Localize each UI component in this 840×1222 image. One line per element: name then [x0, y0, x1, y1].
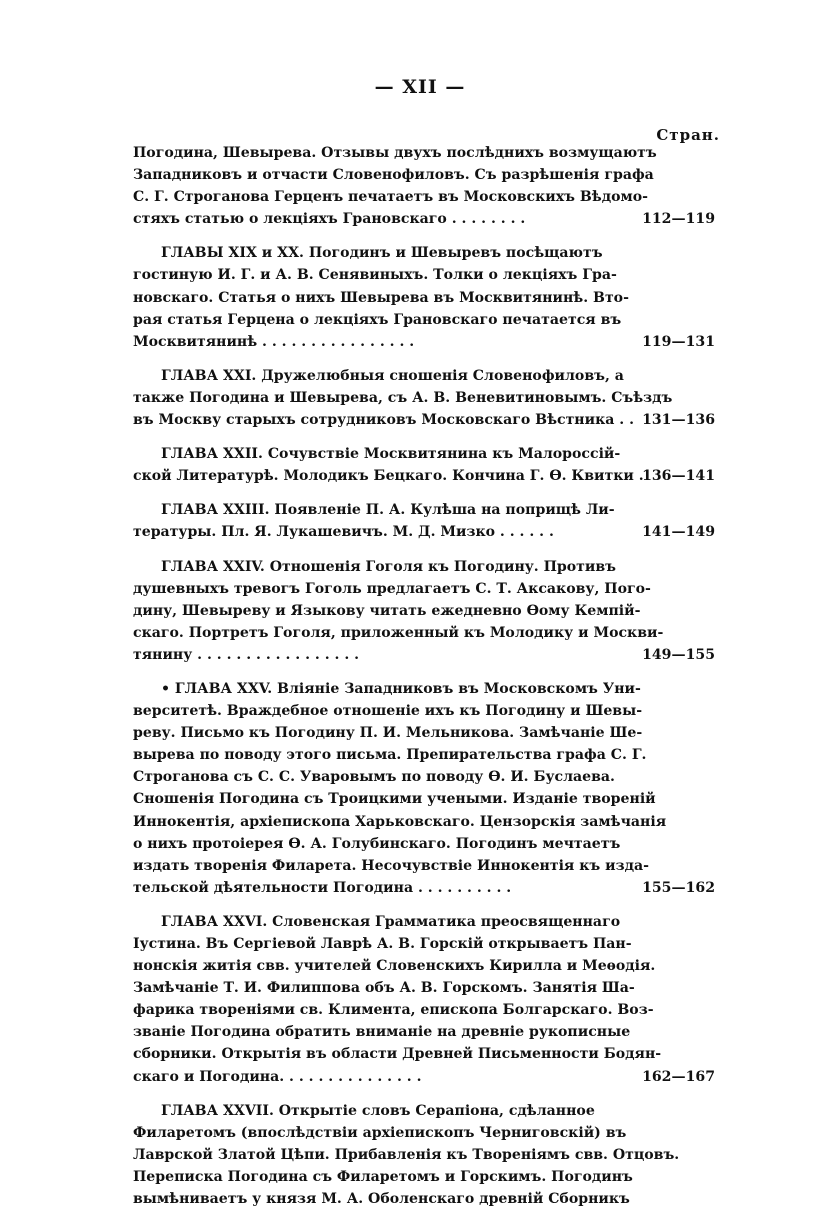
toc-line: также Погодина и Шевырева, съ А. В. Веневитиновымъ. Съѣздъ — [133, 389, 673, 406]
pages-column-label: Стран. — [656, 126, 720, 144]
toc-page-range: 149—155 — [642, 646, 715, 663]
toc-page-range: 119—131 — [642, 333, 715, 350]
toc-line: скаго и Погодина. . . . . . . . . . . . . . . — [133, 1068, 422, 1085]
toc-line: въ Москву старыхъ сотрудниковъ Московскаго Вѣстника . . — [133, 412, 635, 429]
toc-line: верситетѣ. Враждебное отношеніе ихъ къ Погодину и Шевы- — [133, 703, 643, 720]
toc-line: ГЛАВА XXIV. Отношенія Гоголя къ Погодину. Противъ — [161, 558, 616, 575]
toc-line: вымѣниваетъ у князя М. А. Оболенскаго древній Сборникъ — [133, 1191, 630, 1208]
toc-entry — [133, 1100, 715, 1210]
toc-line: Лаврской Златой Цѣпи. Прибавленія къ Твореніямъ свв. Отцовъ. — [133, 1146, 680, 1163]
toc-page-range: 162—167 — [642, 1068, 715, 1085]
toc-entry — [133, 142, 715, 230]
toc-line: о нихъ протоіерея Ѳ. А. Голубинскаго. Погодинъ мечтаетъ — [133, 835, 621, 852]
toc-entry — [133, 365, 715, 431]
page-number: — XII — — [374, 76, 466, 98]
toc-entry-text — [133, 142, 657, 230]
toc-entry-text — [133, 556, 664, 666]
toc-entry-text — [133, 365, 673, 431]
toc-line: тературы. Пл. Я. Лукашевичъ. М. Д. Мизко . . . . . . — [133, 524, 554, 541]
toc-entry — [133, 443, 715, 487]
toc-entry-text — [133, 911, 662, 1088]
toc-entry-text — [133, 499, 618, 543]
toc-line: издать творенія Филарета. Несочувствіе Иннокентія къ изда- — [133, 857, 649, 874]
toc-line: С. Г. Строганова Герценъ печатаетъ въ Московскихъ Вѣдомо- — [133, 189, 648, 206]
toc-entry — [133, 556, 715, 666]
toc-line: скаго. Портретъ Гоголя, приложенный къ Молодику и Москви- — [133, 624, 664, 641]
toc-line: сборники. Открытія въ области Древней Письменности Бодян- — [133, 1046, 662, 1063]
toc-page-range: 112—119 — [642, 211, 715, 228]
toc-line: Замѣчаніе Т. И. Филиппова объ А. В. Горскомъ. Занятія Ша- — [133, 980, 635, 997]
toc-line: ГЛАВА XXVI. Словенская Грамматика преосвященнаго — [161, 913, 621, 930]
toc-line: душевныхъ тревогъ Гоголь предлагаетъ С. Т. Аксакову, Пого- — [133, 580, 651, 597]
toc-line: дину, Шевыреву и Языкову читать ежедневно Ѳому Кемпій- — [133, 602, 641, 619]
toc-line: Іустина. Въ Сергіевой Лаврѣ А. В. Горскій открываетъ Пан- — [133, 936, 632, 952]
toc-line: вырева по поводу этого письма. Препирательства графа С. Г. — [133, 747, 647, 764]
toc-line: • ГЛАВА XXV. Вліяніе Западниковъ въ Московскомъ Уни- — [161, 680, 641, 697]
toc-line: Погодина, Шевырева. Отзывы двухъ послѣднихъ возмущаютъ — [133, 145, 657, 161]
toc-line: рая статья Герцена о лекціяхъ Грановскаго печатается въ — [133, 311, 622, 328]
toc-line: Строганова съ С. С. Уваровымъ по поводу Ѳ. И. Буслаева. — [133, 769, 615, 786]
toc-line: ской Литературѣ. Молодикъ Бецкаго. Кончина Г. Ѳ. Квитки . — [133, 468, 644, 485]
toc-line: тянину . . . . . . . . . . . . . . . . . — [133, 646, 360, 663]
toc-line: Иннокентія, архіепископа Харьковскаго. Цензорскія замѣчанія — [133, 813, 667, 830]
toc-line: новскаго. Статья о нихъ Шевырева въ Москвитянинѣ. Вто- — [133, 289, 629, 306]
toc-line: Западниковъ и отчасти Словенофиловъ. Съ разрѣшенія графа — [133, 167, 654, 184]
toc-line: стяхъ статью о лекціяхъ Грановскаго . . . . . . . . — [133, 211, 526, 228]
toc-entry — [133, 678, 715, 899]
toc-page-range: 155—162 — [642, 879, 715, 896]
toc-entry-text — [133, 678, 667, 899]
toc-entry — [133, 499, 715, 543]
toc-line: фарика твореніями св. Климента, епископа Болгарскаго. Воз- — [133, 1002, 654, 1019]
toc-line: ГЛАВЫ XIX и XX. Погодинъ и Шевыревъ посѣщаютъ — [161, 245, 603, 262]
toc-line: реву. Письмо къ Погодину П. И. Мельникова. Замѣчаніе Ше- — [133, 725, 643, 742]
toc-entry-text — [133, 242, 629, 352]
toc-page-range: 136—141 — [642, 468, 715, 485]
toc-entry-text — [133, 1100, 680, 1210]
toc-page-range: 141—149 — [642, 524, 715, 541]
toc-line: ГЛАВА XXI. Дружелюбныя сношенія Словенофиловъ, а — [161, 367, 624, 384]
toc-line: ГЛАВА XXII. Сочувствіе Москвитянина къ Малороссій- — [161, 446, 621, 463]
toc-line: Переписка Погодина съ Филаретомъ и Горскимъ. Погодинъ — [133, 1168, 633, 1185]
toc-entry-text — [133, 443, 644, 487]
toc-line: тельской дѣятельности Погодина . . . . . . . . . . — [133, 879, 512, 896]
toc-page-range: 131—136 — [642, 412, 715, 429]
table-of-contents — [133, 142, 715, 1222]
toc-line: Филаретомъ (впослѣдствіи архіепископъ Черниговскій) въ — [133, 1124, 627, 1141]
toc-line: Сношенія Погодина съ Троицкими учеными. Изданіе твореній — [133, 791, 656, 808]
toc-line: гостиную И. Г. и А. В. Сенявиныхъ. Толки о лекціяхъ Гра- — [133, 267, 617, 284]
toc-line: нонскія житія свв. учителей Словенскихъ Кирилла и Меѳодія. — [133, 958, 656, 975]
toc-entry — [133, 911, 715, 1088]
toc-line: званіе Погодина обратить вниманіе на древніе рукописные — [133, 1024, 631, 1041]
toc-entry — [133, 242, 715, 352]
toc-line: Москвитянинѣ . . . . . . . . . . . . . . . . — [133, 333, 415, 350]
toc-line: ГЛАВА XXIII. Появленіе П. А. Кулѣша на поприщѣ Ли- — [161, 502, 615, 519]
toc-line: ГЛАВА XXVII. Открытіе словъ Серапіона, сдѣланное — [161, 1102, 595, 1119]
